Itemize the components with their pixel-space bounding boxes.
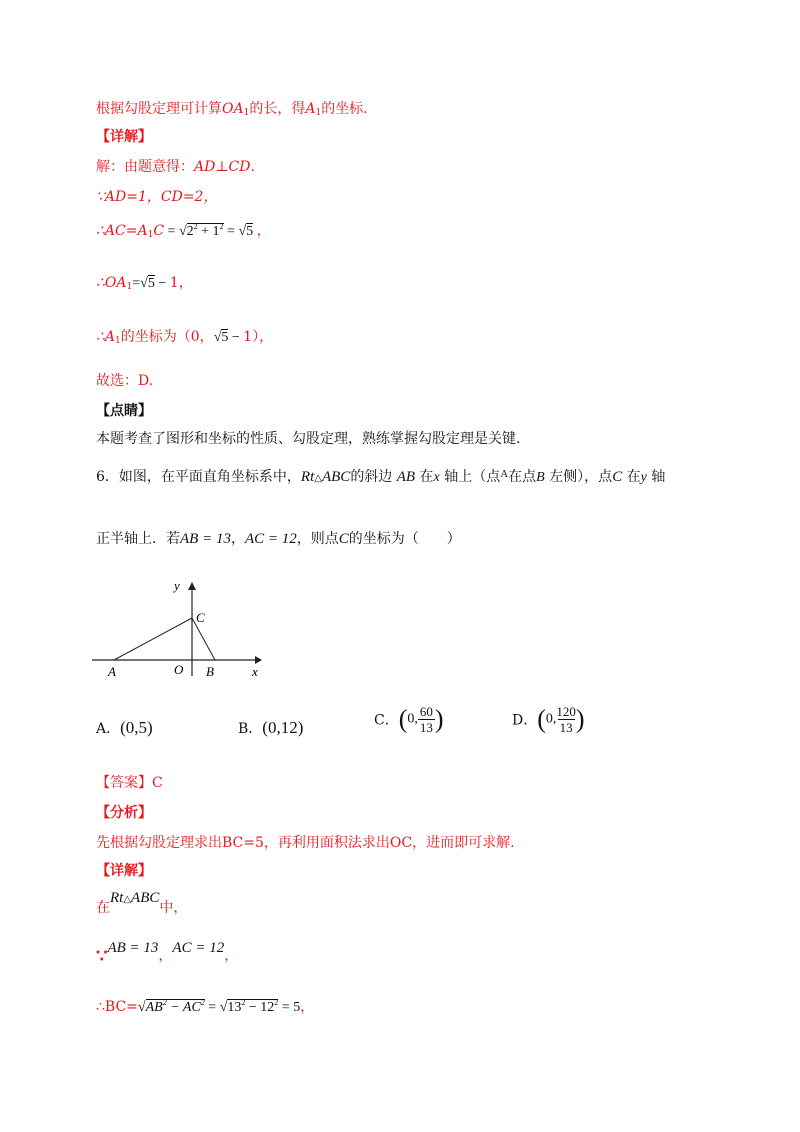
bc-line: $\therefore BC=√AB^2 - AC^2 = √13^2 - 12^2 = 5$， xyxy=(96,998,315,1015)
ac-line: $\therefore AC=A_1C = √2^2 + 1^2 = √5$ ， xyxy=(96,222,271,240)
oa-line: $\therefore OA_1=√5 - 1$， xyxy=(96,275,193,292)
detail-heading: 【详解】 xyxy=(96,129,152,145)
analysis-heading: 【分析】 xyxy=(96,805,152,821)
in-triangle-line: 在Rt△ABC中， xyxy=(96,890,188,916)
option-a[interactable]: A．(0,5) xyxy=(96,718,153,737)
sqrt-symbol: √ xyxy=(178,224,187,239)
question-line-2: 正半轴上．若AB = 13，AC = 12，则点C的坐标为（ ） xyxy=(96,531,461,547)
option-c[interactable]: C．(0, $\frac{60}{13}$ ) xyxy=(374,704,444,735)
point-a-label: A xyxy=(108,664,116,679)
answer-text: 【答案】C xyxy=(96,775,163,791)
analysis-text: 先根据勾股定理求出BC=5，再利用面积法求出OC，进而即可求解. xyxy=(96,835,515,851)
y-axis-arrow xyxy=(188,582,196,590)
origin-label: O xyxy=(174,662,184,677)
x-axis-label: x xyxy=(252,664,258,679)
hint-line: 根据勾股定理可计算$OA_1$的长，得$A_1$的坐标. xyxy=(96,101,368,118)
question-line-1: 6．如图，在平面直角坐标系中，Rt△ABC的斜边 AB 在x 轴上（点$^A$在点B 左侧），点C 在y 轴 xyxy=(96,468,666,485)
point-b-label: B xyxy=(206,664,214,679)
point-c-label: C xyxy=(196,610,205,625)
solution-line: 解：由题意得：AD⊥CD. xyxy=(96,159,255,175)
comment-heading: 【点睛】 xyxy=(96,403,152,419)
option-b[interactable]: B．(0,12) xyxy=(238,718,304,737)
comment-text: 本题考查了图形和坐标的性质、勾股定理，熟练掌握勾股定理是关键. xyxy=(96,431,521,447)
coord-line: $\therefore A_1$的坐标为（0，√5 − 1）， xyxy=(96,329,274,346)
because-line: ∵AB = 13，AC = 12， xyxy=(96,940,239,967)
y-axis-label: y xyxy=(174,578,180,593)
segment-ac xyxy=(114,618,192,660)
detail-heading-2: 【详解】 xyxy=(96,863,152,879)
coordinate-figure xyxy=(90,576,270,680)
answer-line: 故选：D. xyxy=(96,373,154,389)
option-d[interactable]: D．(0, $\frac{120}{13}$ ) xyxy=(512,704,585,735)
given-line: ∵AD=1，CD=2， xyxy=(96,189,218,205)
x-axis-arrow xyxy=(255,656,262,664)
